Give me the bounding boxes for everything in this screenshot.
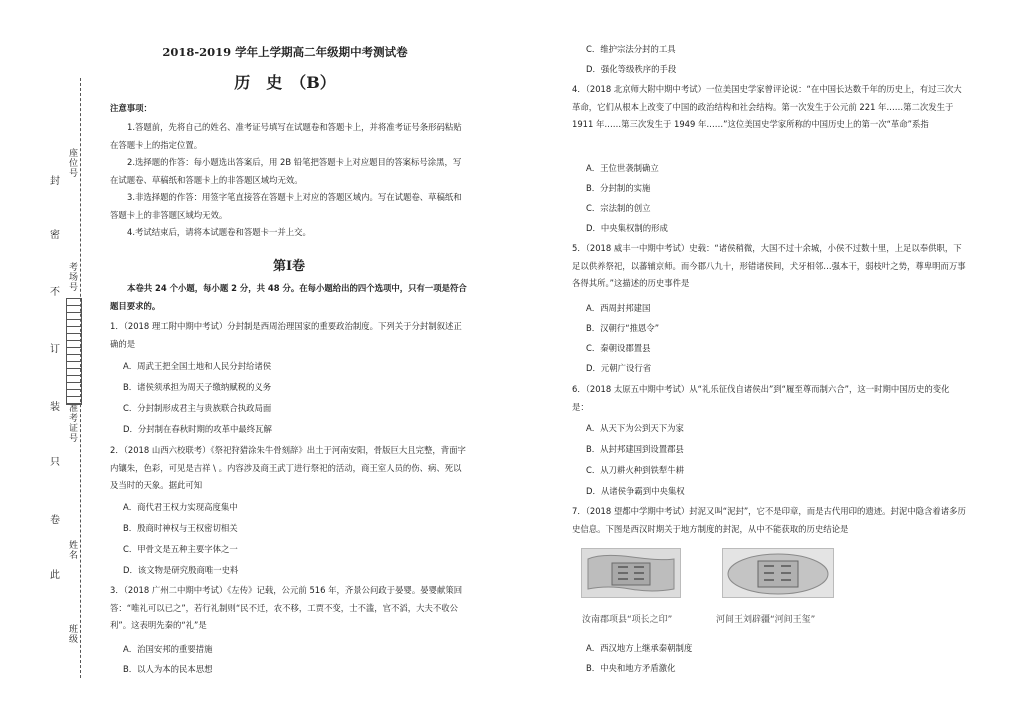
q2-option-d[interactable]: D．该文物是研究殷商唯一史料 [123, 565, 239, 575]
q6-option-d[interactable]: D．从诸侯争霸到中央集权 [586, 486, 685, 496]
question-4-stem: 4．（2018 北京师大附中期中考试）一位美国史学家曾评论说：“在中国长达数千年的历史上，有过三次大革命，它们从根本上改变了中国的政治结构和社会结构。第一次发生于公元前 221 年……第二次发生于 1911 年……第三次发生于 1949 年……”这位美国史学家所称的中国历史上的第一次“革命”系指 [572, 84, 962, 129]
q1-option-c[interactable]: C．分封制形成君主与贵族联合执政局面 [123, 403, 272, 413]
seal-char: 装 [50, 402, 60, 413]
q1-option-a[interactable]: A．周武王把全国土地和人民分封给诸侯 [123, 361, 272, 371]
seat-number-label: 座位号 [67, 148, 77, 178]
q3-option-c[interactable]: C．维护宗法分封的工具 [586, 44, 676, 54]
question-6-stem: 6．（2018 太原五中期中考试）从“礼乐征伐自诸侯出”到“履至尊而制六合”，这一时期中国历史的变化是： [572, 384, 950, 412]
q5-option-c[interactable]: C．秦朝设郡置县 [586, 343, 651, 353]
q5-option-d[interactable]: D．元朝广设行省 [586, 363, 652, 373]
q7-option-b[interactable]: B．中央和地方矛盾激化 [586, 663, 676, 673]
question-7-stem: 7．（2018 望都中学期中考试）封泥又叫“泥封”，它不是印章，而是古代用印的遗迹。封泥中隐含着诸多历史信息。下图是西汉时期关于地方制度的封泥，从中不能获取的历史结论是 [572, 506, 966, 534]
q6-option-a[interactable]: A．从天下为公到天下为家 [586, 423, 684, 433]
q3-option-b[interactable]: B．以人为本的民本思想 [123, 664, 213, 674]
q4-option-a[interactable]: A．王位世袭制确立 [586, 163, 659, 173]
q7-option-a[interactable]: A．西汉地方上继承秦朝制度 [586, 643, 693, 653]
seal-caption-xiangzhang: 汝南郡项县“项长之印” [582, 615, 673, 625]
seal-char: 卷 [50, 515, 60, 526]
q4-option-b[interactable]: B．分封制的实施 [586, 183, 651, 193]
section-intro: 本卷共 24 个小题，每小题 2 分，共 48 分。在每小题给出的四个选项中，只有一项是符合题目要求的。 [110, 283, 467, 311]
question-2-stem: 2．（2018 山西六校联考）《祭祀狩猎涂朱牛骨刻辞》出土于河南安阳，骨版巨大且完整，背面字内镶朱，色彩，可见是吉祥 \ 。内容涉及商王武丁进行祭祀的活动，商王室人员的伤、病、死以及当时的天象。据此可知 [110, 445, 466, 490]
seal-clay-image-hejianwang [722, 548, 834, 598]
q5-option-a[interactable]: A．西周封邦建国 [586, 303, 651, 313]
notice-item: 1.答题前，先将自己的姓名、准考证号填写在试题卷和答题卡上，并将准考证号条形码粘贴在答题卡上的指定位置。 [110, 122, 462, 150]
question-3-stem: 3．（2018 广州二中期中考试）《左传》记载，公元前 516 年，齐景公问政于晏婴。晏婴献策回答：“唯礼可以已之”，若行礼制则“民不迁，农不移，工贾不变，士不滥，官不滔，大夫不收公利”。这表明先秦的“礼”是 [110, 585, 463, 630]
exam-room-label: 考场号 [67, 262, 77, 292]
notice-item: 4.考试结束后，请将本试题卷和答题卡一并上交。 [127, 227, 311, 237]
q5-option-b[interactable]: B．汉朝行“推恩令” [586, 323, 660, 333]
q3-option-d[interactable]: D．强化等级秩序的手段 [586, 64, 677, 74]
seal-char: 订 [50, 344, 60, 355]
class-label: 班级 [67, 624, 77, 644]
q1-option-b[interactable]: B．诸侯须承担为周天子缴纳赋税的义务 [123, 382, 272, 392]
seal-char: 封 [50, 176, 60, 187]
q6-option-c[interactable]: C．从刀耕火种到铁犁牛耕 [586, 465, 684, 475]
q1-option-d[interactable]: D．分封制在春秋时期的攻革中最终瓦解 [123, 424, 272, 434]
q2-option-b[interactable]: B．殷商时神权与王权密切相关 [123, 523, 238, 533]
section-title: 第Ⅰ卷 [272, 259, 306, 274]
q2-option-a[interactable]: A．商代君王权力实现高度集中 [123, 502, 238, 512]
q4-option-c[interactable]: C．宗法制的创立 [586, 203, 651, 213]
seal-char: 只 [50, 457, 60, 468]
subject-title: 历 史 （B） [234, 73, 336, 92]
exam-title: 2018-2019 学年上学期高二年级期中考测试卷 [162, 45, 408, 59]
q4-option-d[interactable]: D．中央集权制的形成 [586, 223, 668, 233]
seal-char: 此 [50, 570, 60, 581]
question-1-stem: 1．（2018 理工附中期中考试）分封制是西周治理国家的重要政治制度。下列关于分封制叙述正确的是 [110, 321, 462, 349]
notice-item: 3.非选择题的作答：用签字笔直接答在答题卡上对应的答题区域内。写在试题卷、草稿纸和答题卡上的非答题区域均无效。 [110, 192, 462, 220]
name-label: 姓名 [67, 540, 77, 560]
q6-option-b[interactable]: B．从封邦建国到设置郡县 [586, 444, 684, 454]
admission-number-label: 准考证号 [67, 403, 77, 443]
seal-caption-hejianwang: 河间王刘辟疆“河间王玺” [716, 615, 816, 625]
notice-item: 2.选择题的作答：每小题选出答案后，用 2B 铅笔把答题卡上对应题目的答案标号涂黑，写在试题卷、草稿纸和答题卡上的非答题区域均无效。 [110, 157, 462, 185]
seal-char: 不 [50, 287, 60, 298]
admission-number-boxes[interactable] [66, 298, 82, 405]
question-5-stem: 5．（2018 威丰一中期中考试）史载：“诸侯稍微，大国不过十余城，小侯不过数十里，上足以奉供职，下足以供养祭祀，以蕃辅京师。而今郡八九十，形错诸侯间，犬牙相邻…强本干，弱枝叶之势，尊卑明而万事各得其所。”这描述的历史事件是 [572, 243, 966, 288]
q3-option-a[interactable]: A．治国安邦的重要措施 [123, 644, 213, 654]
notice-heading: 注意事项： [110, 103, 152, 113]
seal-char: 密 [50, 230, 60, 241]
q2-option-c[interactable]: C．甲骨文是五种主要字体之一 [123, 544, 238, 554]
seal-clay-image-xiangzhang [581, 548, 681, 598]
